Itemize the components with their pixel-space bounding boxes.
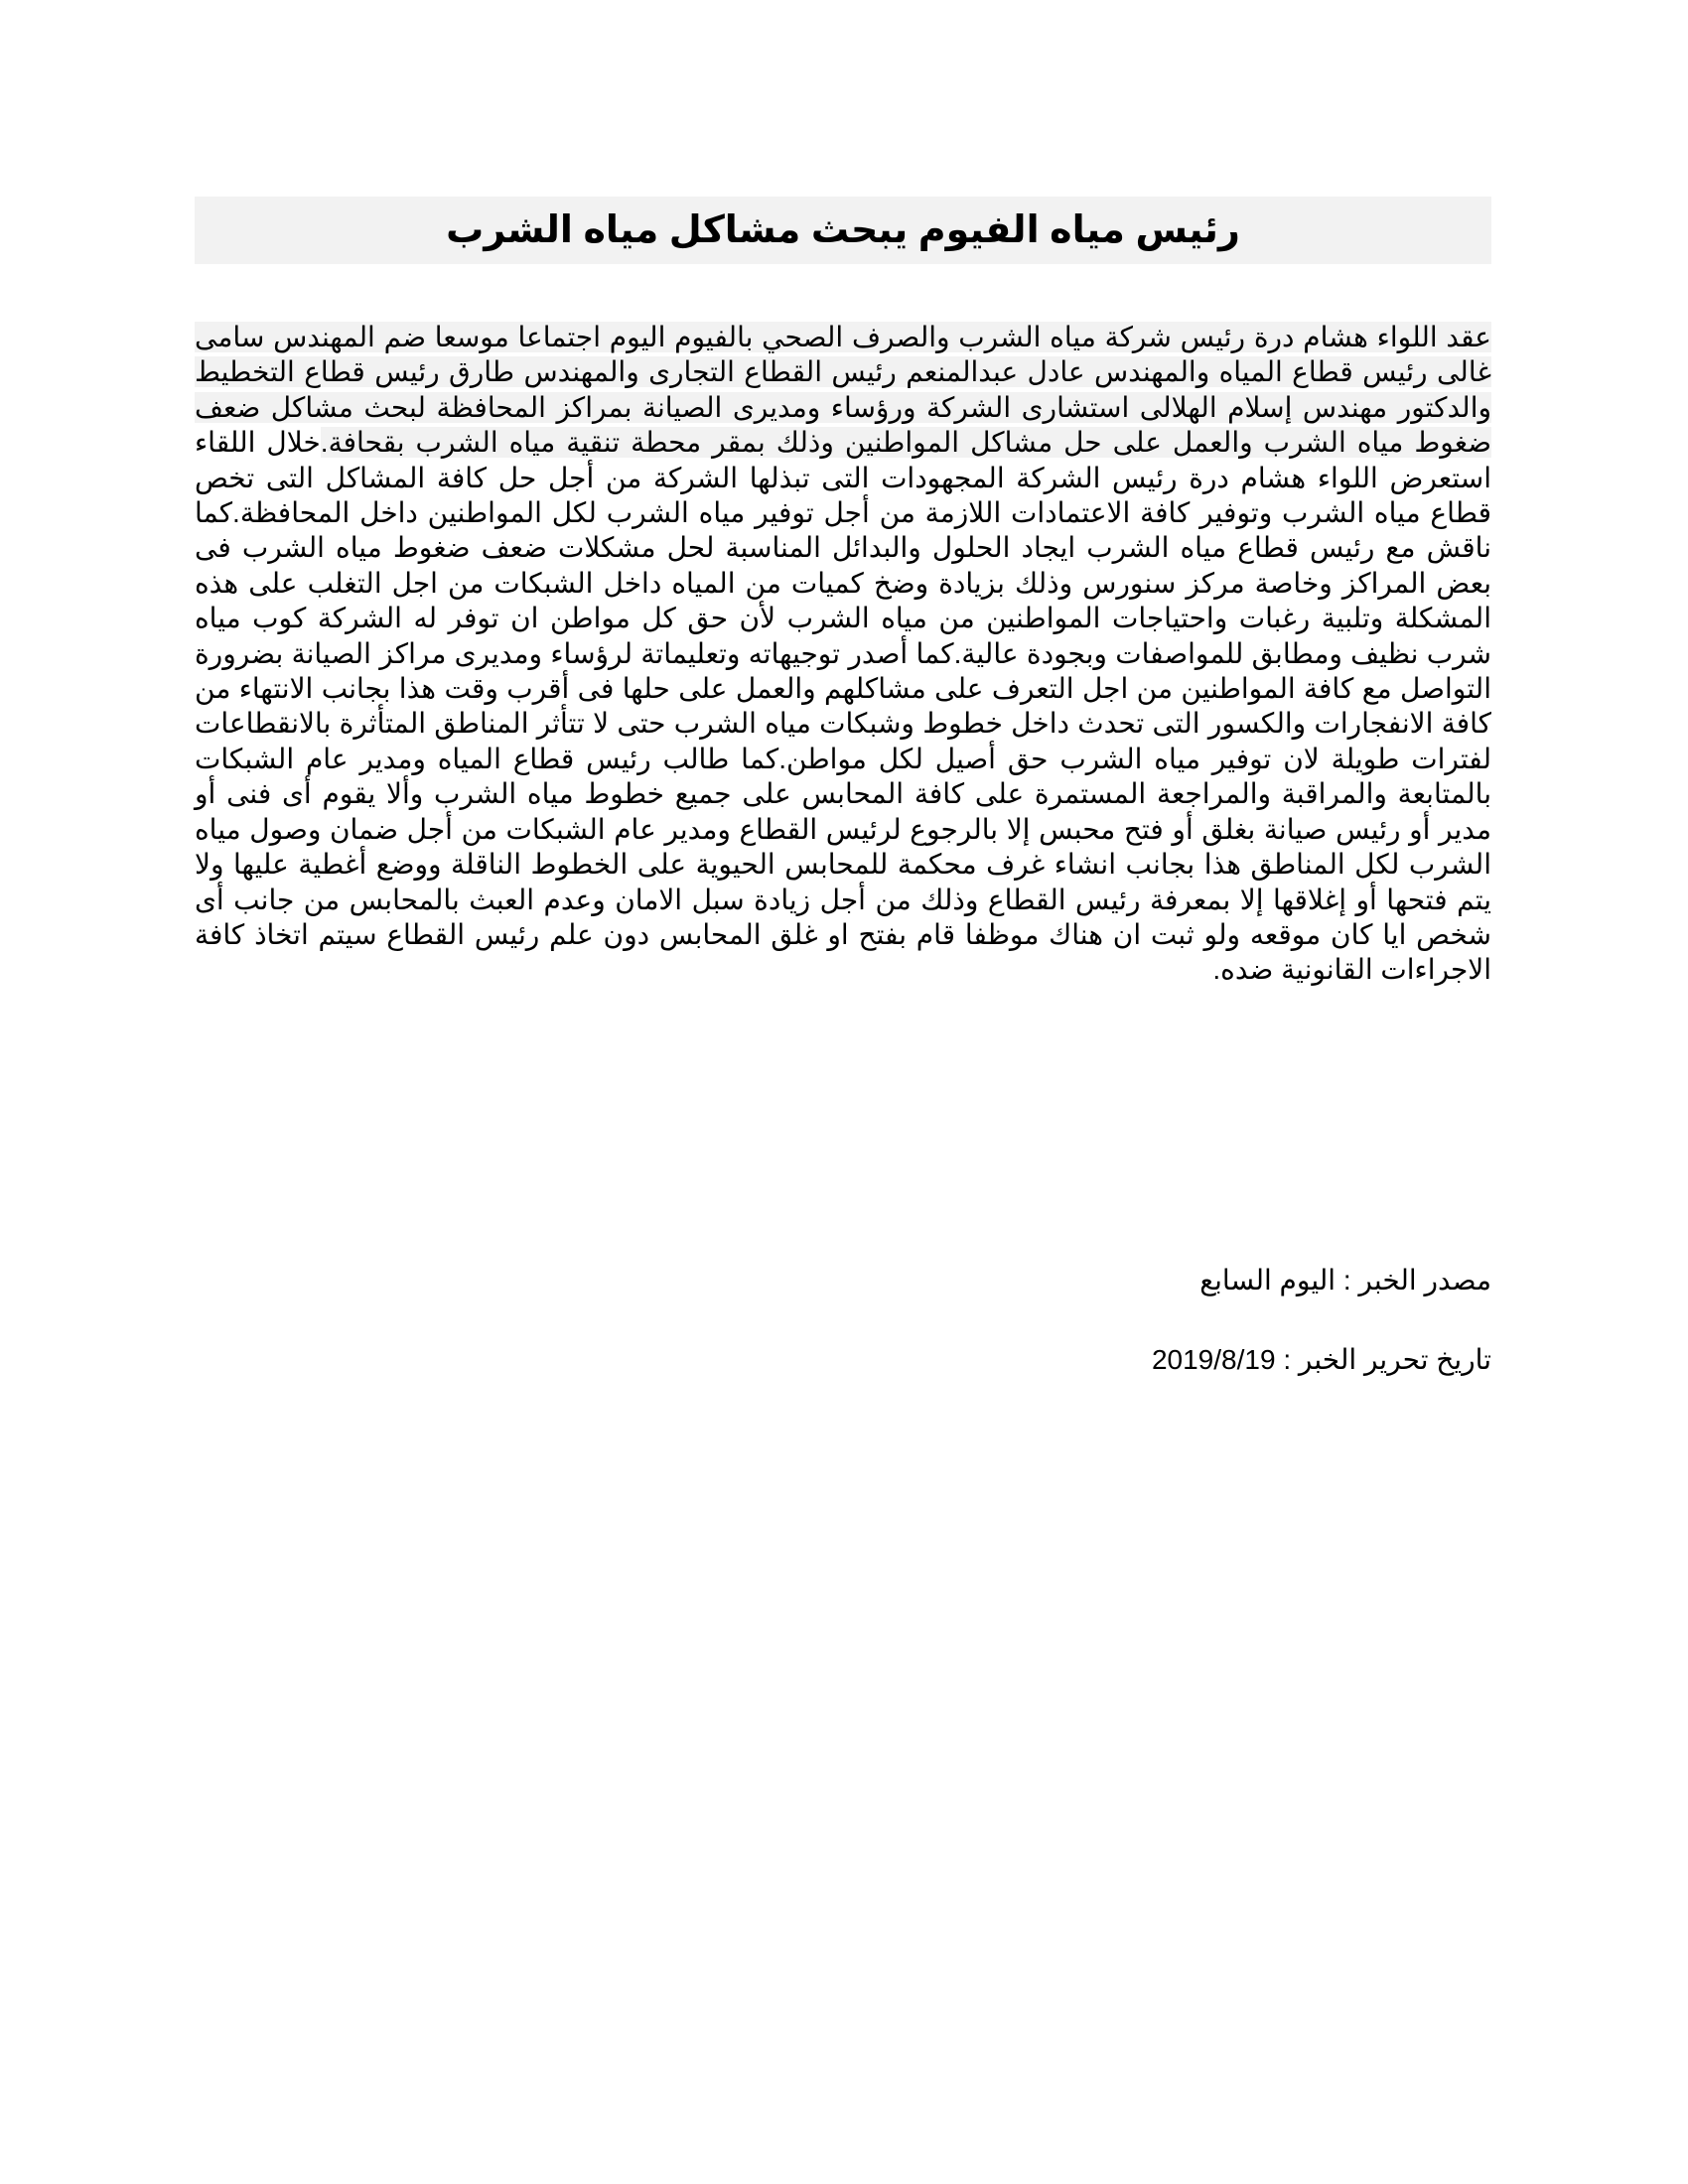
news-source xyxy=(195,1263,1491,1298)
source-value: اليوم السابع xyxy=(1199,1265,1336,1296)
body-paragraph: خلال اللقاء استعرض اللواء هشام درة رئيس الشركة المجهودات التى تبذلها الشركة من أجل حل كافة المشاكل التى تخص قطاع مياه الشرب وتوفير كافة الاعتمادات اللازمة من أجل توفير مياه الشرب لكل المواطنين داخل المحافظة.كما ناقش مع رئيس قطاع مياه الشرب ايجاد الحلول والبدائل المناسبة لحل مشكلات ضعف ضغوط مياه الشرب فى بعض المراكز وخاصة مركز سنورس وذلك بزيادة وضخ كميات من المياه داخل الشبكات من اجل التغلب على هذه المشكلة وتلبية رغبات واحتياجات المواطنين من مياه الشرب لأن حق كل مواطن ان توفر له الشركة كوب مياه شرب نظيف ومطابق للمواصفات وبجودة عالية.كما أصدر توجيهاته وتعليماتة لرؤساء ومديرى مراكز الصيانة بضرورة التواصل مع كافة المواطنين من اجل التعرف على مشاكلهم والعمل على حلها فى أقرب وقت هذا بجانب الانتهاء من كافة الانفجارات والكسور التى تحدث داخل خطوط وشبكات مياه الشرب حتى لا تتأثر المناطق المتأثرة بالانقطاعات لفترات طويلة لان توفير مياه الشرب حق أصيل لكل مواطن.كما طالب رئيس قطاع المياه ومدير عام الشبكات بالمتابعة والمراقبة والمراجعة المستمرة على كافة المحابس على جميع خطوط مياه الشرب وألا يقوم أى فنى أو مدير أو رئيس صيانة بغلق أو فتح محبس إلا بالرجوع لرئيس القطاع ومدير عام الشبكات من أجل ضمان وصول مياه الشرب لكل المناطق هذا بجانب انشاء غرف محكمة للمحابس الحيوية على الخطوط الناقلة ووضع أغطية عليها ولا يتم فتحها أو إغلاقها إلا بمعرفة رئيس القطاع وذلك من أجل زيادة سبل الامان وعدم العبث بالمحابس من جانب أى شخص ايا كان موقعه ولو ثبت ان هناك موظفا قام بفتح او غلق المحابس دون علم رئيس القطاع سيتم اتخاذ كافة الاجراءات القانونية ضده. xyxy=(195,427,1492,986)
article-body xyxy=(195,320,1491,988)
date-label: تاريخ تحرير الخبر : xyxy=(1275,1344,1491,1375)
title-band xyxy=(195,197,1491,264)
news-date xyxy=(195,1342,1491,1378)
date-value: 2019/8/19 xyxy=(1151,1344,1276,1375)
source-label: مصدر الخبر : xyxy=(1336,1265,1491,1296)
lead-paragraph: عقد اللواء هشام درة رئيس شركة مياه الشرب والصرف الصحي بالفيوم اليوم اجتماعا موسعا ضم المهندس سامى غالى رئيس قطاع المياه والمهندس عادل عبدالمنعم رئيس القطاع التجارى والمهندس طارق رئيس قطاع التخطيط والدكتور مهندس إسلام الهلالى استشارى الشركة ورؤساء ومديرى الصيانة بمراكز المحافظة لبحث مشاكل ضعف ضغوط مياه الشرب والعمل على حل مشاكل المواطنين وذلك بمقر محطة تنقية مياه الشرب بقحافة. xyxy=(195,322,1491,459)
article-title: رئيس مياه الفيوم يبحث مشاكل مياه الشرب xyxy=(446,209,1240,251)
